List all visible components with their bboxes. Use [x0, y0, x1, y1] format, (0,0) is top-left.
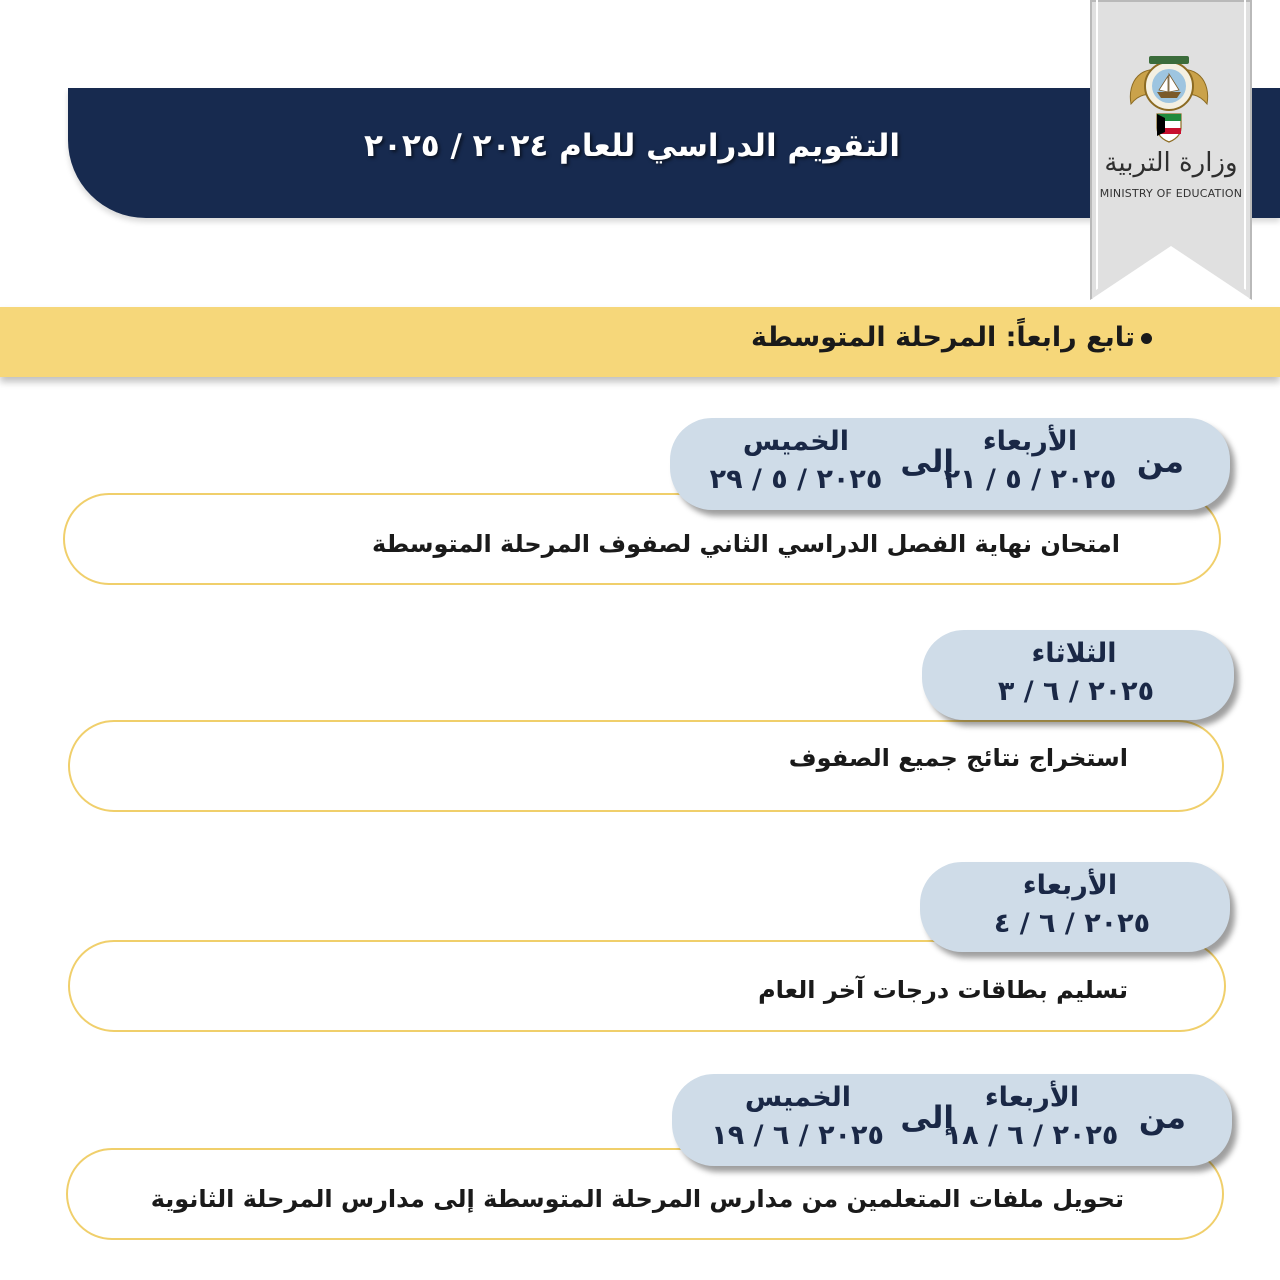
- date-range-pill-4: [672, 1074, 1232, 1166]
- start-date: ٢٠٢٥ / ٥ / ٢١: [943, 464, 1117, 495]
- start-date: ٢٠٢٥ / ٦ / ١٨: [945, 1120, 1119, 1151]
- event-date: ٢٠٢٥ / ٦ / ٤: [993, 908, 1151, 939]
- end-date: ٢٠٢٥ / ٦ / ١٩: [711, 1120, 884, 1151]
- date-pill-2: [922, 630, 1234, 720]
- end-day: الخميس: [742, 426, 850, 457]
- to-label: إلى: [900, 1100, 954, 1136]
- end-date: ٢٠٢٥ / ٥ / ٢٩: [709, 464, 883, 495]
- event-description: امتحان نهاية الفصل الدراسي الثاني لصفوف المرحلة المتوسطة: [371, 530, 1120, 558]
- section-title: [751, 322, 1152, 353]
- page-title: التقويم الدراسي للعام ٢٠٢٤ / ٢٠٢٥: [364, 128, 900, 164]
- to-label: إلى: [900, 444, 954, 480]
- section-title-text: تابع رابعاً: المرحلة المتوسطة: [751, 322, 1135, 353]
- ministry-name-english: MINISTRY OF EDUCATION: [1099, 187, 1243, 200]
- date-range-pill-1: [670, 418, 1230, 510]
- date-pill-3: [920, 862, 1230, 952]
- bullet-icon: [1141, 333, 1152, 344]
- event-day: الأربعاء: [1022, 870, 1118, 901]
- start-day: الأربعاء: [982, 426, 1078, 457]
- event-description: تسليم بطاقات درجات آخر العام: [758, 976, 1128, 1004]
- kuwait-emblem-icon: [1121, 42, 1217, 150]
- ministry-name-arabic: وزارة التربية: [1104, 148, 1238, 178]
- start-day: الأربعاء: [984, 1082, 1080, 1113]
- event-date: ٢٠٢٥ / ٦ / ٣: [997, 676, 1155, 707]
- event-day: الثلاثاء: [1031, 638, 1117, 669]
- event-description: تحويل ملفات المتعلمين من مدارس المرحلة المتوسطة إلى مدارس المرحلة الثانوية: [150, 1185, 1124, 1213]
- from-label: من: [1136, 444, 1184, 480]
- event-description: استخراج نتائج جميع الصفوف: [788, 744, 1128, 772]
- from-label: من: [1138, 1100, 1186, 1136]
- end-day: الخميس: [744, 1082, 852, 1113]
